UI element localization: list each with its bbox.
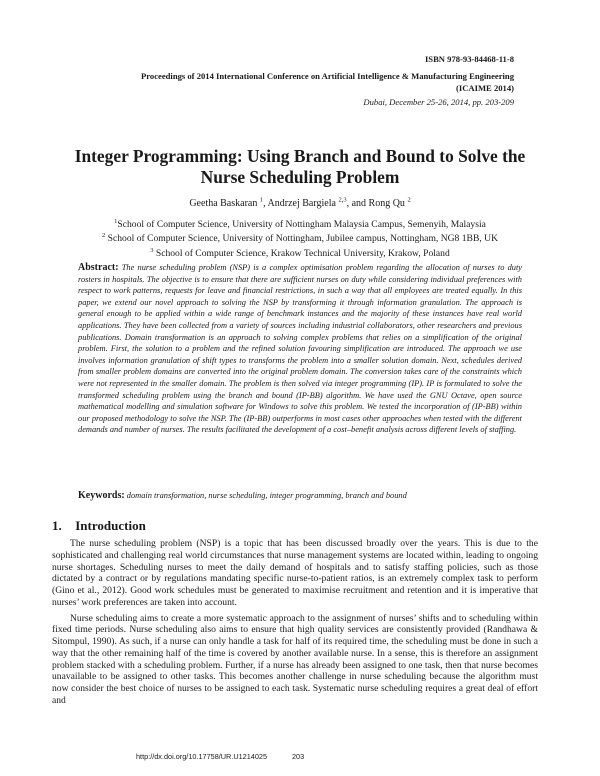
paper-title <box>60 146 540 188</box>
author-name: Geetha Baskaran <box>189 198 258 209</box>
abstract <box>78 262 522 436</box>
section-heading <box>52 518 146 534</box>
title-line-1: Integer Programming: Using Branch and Bound to Solve the <box>74 146 526 166</box>
section-title: Introduction <box>75 518 146 533</box>
affiliation <box>0 248 600 259</box>
affiliation-text: School of Computer Science, Krakow Technical University, Krakow, Poland <box>155 248 450 259</box>
keywords-label: Keywords: <box>78 490 125 501</box>
affiliation-text: School of Computer Science, University of Nottingham, Jubilee campus, Nottingham, NG8 1BB, UK <box>107 233 499 244</box>
isbn: ISBN 978-93-84468-11-8 <box>424 54 514 64</box>
author-name: Andrzej Bargiela <box>267 198 336 209</box>
title-line-2: Nurse Scheduling Problem <box>200 167 400 187</box>
proceedings-title: Proceedings of 2014 International Conference on Artificial Intelligence & Manufacturing Engineering <box>141 71 514 81</box>
author-list <box>0 198 600 209</box>
keywords <box>78 490 522 501</box>
conference-acronym: (ICAIME 2014) <box>455 83 514 93</box>
doi-link[interactable]: http://dx.doi.org/10.17758/UR.U1214025 <box>136 752 268 761</box>
affiliation <box>0 233 600 244</box>
author-sup: 1 <box>259 196 264 204</box>
affiliation-sup: 2 <box>101 231 106 239</box>
keywords-text: domain transformation, nurse scheduling, integer programming, branch and bound <box>126 491 407 500</box>
author-separator: , and <box>346 198 367 209</box>
affiliation <box>0 219 600 230</box>
author-sup: 2 <box>407 196 411 204</box>
affiliation-sup: 1 <box>114 217 118 225</box>
affiliation-sup: 3 <box>150 246 154 254</box>
author-name: Rong Qu <box>368 198 405 209</box>
affiliation-text: School of Computer Science, University of Nottingham Malaysia Campus, Semenyih, Malaysia <box>117 219 486 230</box>
author-sup: 2,3 <box>338 196 347 204</box>
page-number: 203 <box>292 752 305 761</box>
paragraph: The nurse scheduling problem (NSP) is a topic that has been discussed broadly over the years. This is due to the sophisticated and challenging real world circumstances that nurse management systems are located within, leading to ongoing nurse shortages. Scheduling nurses to meet the daily demand of hospitals and to satisfy staffing policies, such as those dictated by a contract or by regulations mandating specific nurse-to-patient ratios, is an extremely complex task to perform (Gino et al., 2012). Good work schedules must be generated to maximise recruitment and retention and it is imperative that nurses’ work preferences are taken into account. <box>52 538 538 608</box>
author-separator: , <box>263 198 266 209</box>
abstract-label: Abstract: <box>78 262 119 273</box>
section-body <box>52 538 538 711</box>
proceedings-header <box>68 70 514 94</box>
abstract-text: The nurse scheduling problem (NSP) is a complex optimisation problem regarding the allocation of nurses to duty rosters in hospitals. The objective is to ensure that there are sufficient nurses on duty while considering individual preferences with respect to work patterns, requests for leave and financial restrictions, in such a way that all employees are treated equally. In this paper, we extend our novel approach to solving the NSP by transforming it through information granulation. The approach is general enough to be applied within a wide range of benchmark instances and the majority of these instances have real world applications. They have been collected from a variety of sources including industrial collaborators, other researchers and previous publications. Domain transformation is an approach to solving complex problems that relies on a simplification of the original problem. First, the solution to a problem and the refined solution favouring simplification are introduced. The approach we use involves information granulation of shift types to transforms the problem into a smaller solution domain. Next, schedules derived from smaller problem domains are converted into the original problem domain. The conversion takes care of the constraints which were not represented in the smaller domain. The problem is then solved via integer programming (IP). IP is formulated to solve the transformed scheduling problem using the branch and bound (IP-BB) algorithm. We have used the GNU Octave, open source mathematical modelling and simulation software for Windows to solve this problem. We tested the incorporation of (IP-BB) within our proposed methodology to solve the NSP. The (IP-BB) outperforms in most cases other approaches when tested with the different demands and number of nurses. The results facilitated the development of a cost–benefit analysis across different levels of staffing. <box>78 263 522 435</box>
paragraph: Nurse scheduling aims to create a more systematic approach to the assignment of nurses’ shifts and to scheduling within fixed time periods. Nurse scheduling also aims to ensure that high quality services are consistently provided (Randhawa & Sitompul, 1990). As such, if a nurse can only handle a task for half of its required time, the scheduling must be done in such a way that the other remaining half of the time is covered by another available nurse. In a sense, this is therefore an assignment problem stacked with a scheduling problem. Further, if a nurse has already been assigned to one task, then that nurse becomes unavailable to be assigned to other tasks. This becomes another challenge in nurse scheduling because the algorithm must now consider the best choice of nurses to be assigned to each task. Systematic nurse scheduling requires a great deal of effort and <box>52 612 538 706</box>
venue-line: Dubai, December 25-26, 2014, pp. 203-209 <box>363 97 514 107</box>
section-number: 1. <box>52 518 62 533</box>
